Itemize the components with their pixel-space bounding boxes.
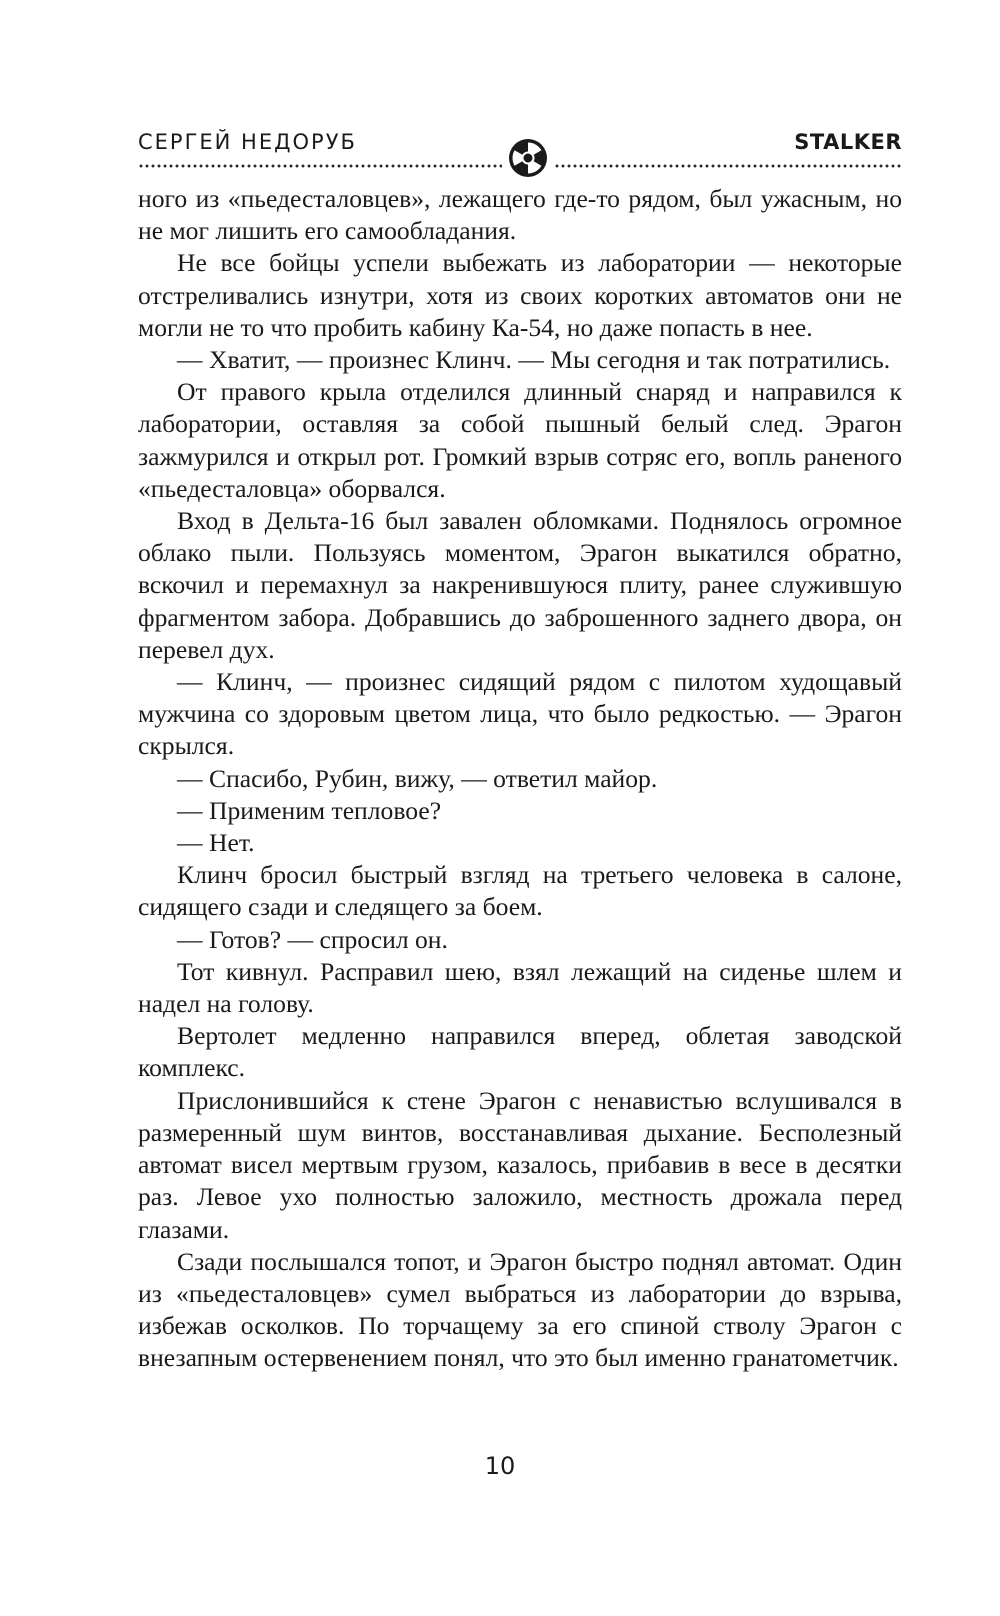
paragraph: Тот кивнул. Расправил шею, взял лежащий на сиденье шлем и надел на голову. xyxy=(138,956,902,1019)
paragraph: Не все бойцы успели выбежать из лаборатории — некоторые отстреливались изнутри, хотя из своих коротких автоматов они не могли не то что пробить кабину Ка-54, но даже попасть в нее. xyxy=(138,248,902,342)
paragraph: Вертолет медленно направился вперед, облетая заводской комплекс. xyxy=(138,1021,902,1083)
header-dotted-rule-left xyxy=(138,164,502,168)
paragraph: ного из «пьедесталовцев», лежащего где-то рядом, был ужасным, но не мог лишить его самообладания. xyxy=(138,184,902,246)
paragraph: — Готов? — спросил он. xyxy=(177,924,448,954)
paragraph: — Клинч, — произнес сидящий рядом с пилотом худощавый мужчина со здоровым цветом лица, что было редкостью. — Эрагон скрылся. xyxy=(138,667,902,761)
paragraph: — Спасибо, Рубин, вижу, — ответил майор. xyxy=(177,763,658,793)
paragraph: От правого крыла отделился длинный снаряд и направился к лаборатории, оставляя за собой пышный белый след. Эрагон зажмурился и открыл рот. Громкий взрыв сотряс его, вопль раненого «пьедесталовца» оборвался. xyxy=(138,377,902,503)
paragraph: Вход в Дельта-16 был завален обломками. Поднялось огромное облако пыли. Пользуясь моментом, Эрагон выкатился обратно, вскочил и перемахнул за накренившуюся плиту, ранее служившую фрагментом забора. Добравшись до заброшенного заднего двора, он перевел дух. xyxy=(138,506,902,664)
header-dotted-rule-right xyxy=(554,164,902,168)
paragraph: Клинч бросил быстрый взгляд на третьего человека в салоне, сидящего сзади и следящего за боем. xyxy=(138,860,902,922)
page-number: 10 xyxy=(484,1452,516,1480)
paragraph: — Хватит, — произнес Клинч. — Мы сегодня и так потратились. xyxy=(177,345,891,375)
body-text xyxy=(138,183,902,1375)
paragraph: — Применим тепловое? xyxy=(177,795,442,825)
paragraph: Сзади послышался топот, и Эрагон быстро поднял автомат. Один из «пьедесталовцев» сумел выбраться из лаборатории до взрыва, избежав осколков. По торчащему за его спиной стволу Эрагон с внезапным остервенением понял, что это был именно гранатометчик. xyxy=(138,1246,902,1373)
radiation-hazard-icon xyxy=(508,138,548,178)
paragraph: Прислонившийся к стене Эрагон с ненавистью вслушивался в размеренный шум винтов, восстанавливая дыхание. Бесполезный автомат висел мертвым грузом, казалось, прибавив в весе в десятки раз. Левое ухо полностью заложило, местность дрожала перед глазами. xyxy=(138,1085,902,1244)
header-series-title: STALKER xyxy=(794,130,902,154)
paragraph: — Нет. xyxy=(177,828,255,858)
running-header xyxy=(138,130,902,174)
header-author: СЕРГЕЙ НЕДОРУБ xyxy=(138,130,357,154)
